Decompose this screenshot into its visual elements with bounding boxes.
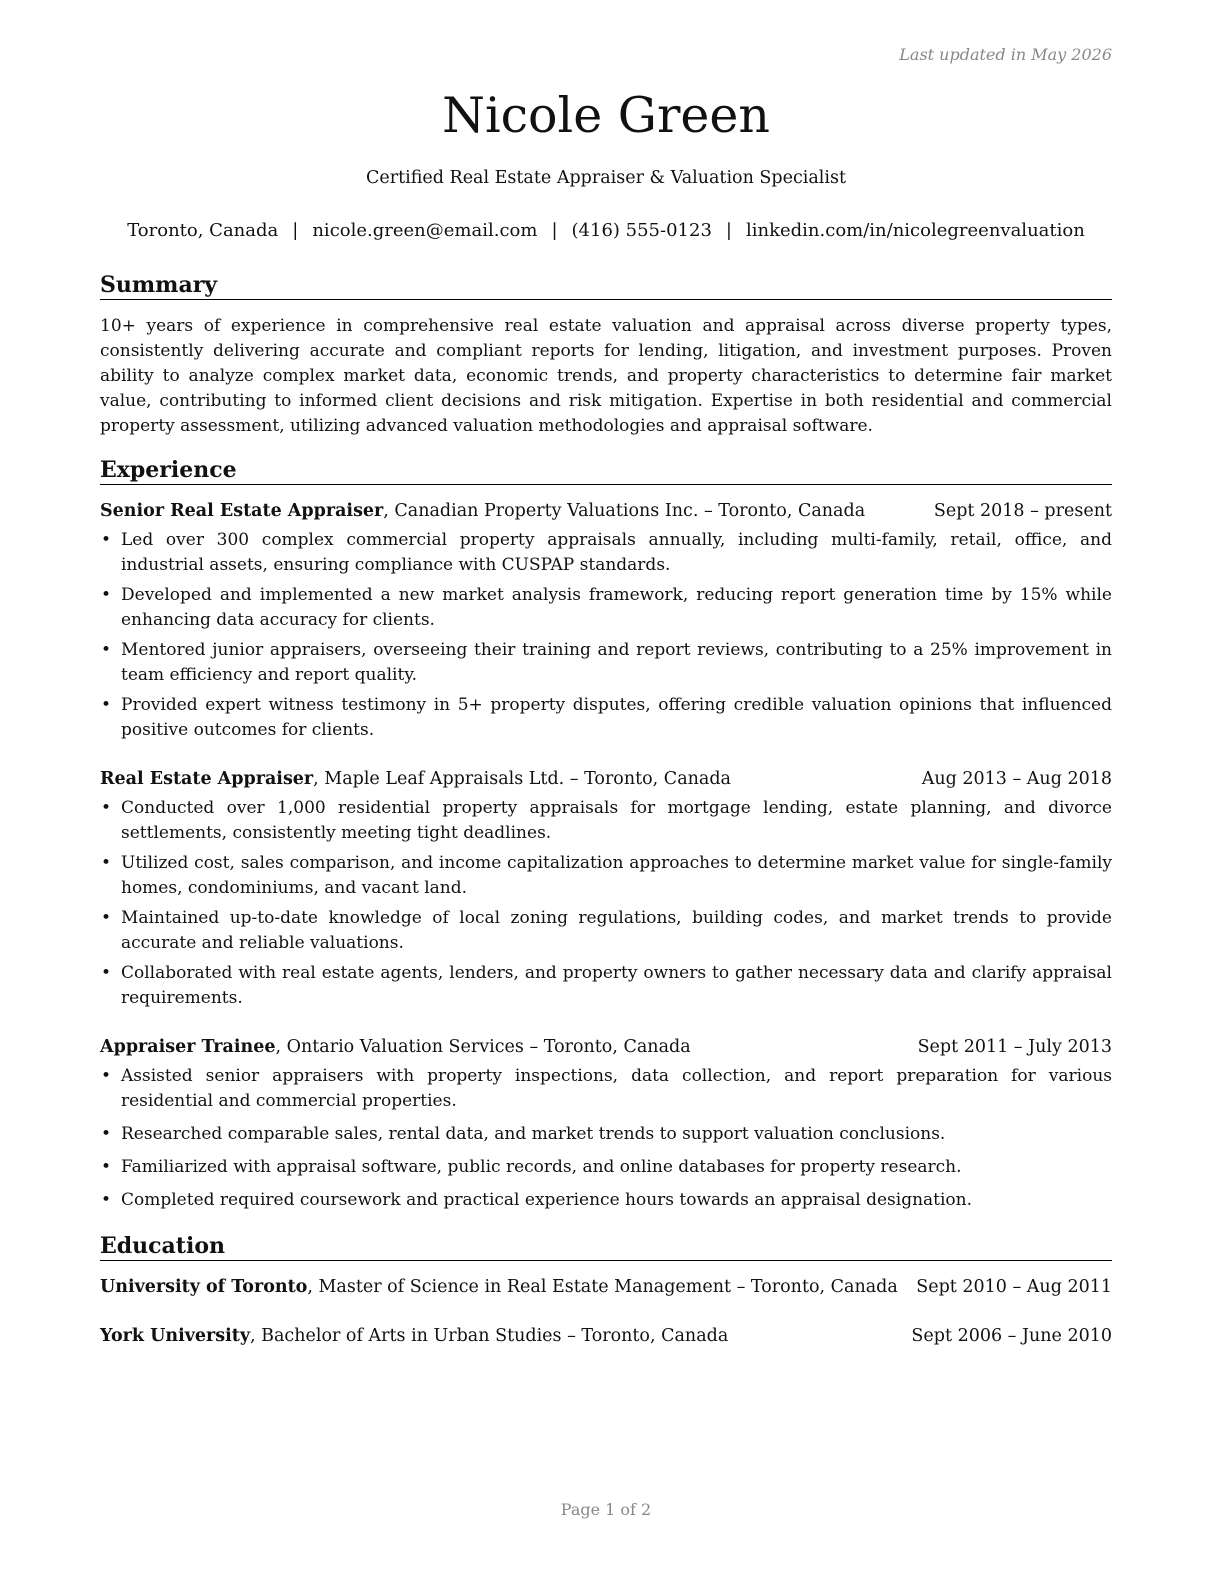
contact-email[interactable]: nicole.green@email.com [312,220,538,241]
job-bullet: • Mentored junior appraisers, overseeing their training and report reviews, contributing to a 25% improvement in team efficiency and report quality. [100,638,1112,688]
job-bullet: • Utilized cost, sales comparison, and income capitalization approaches to determine market value for single-family homes, condominiums, and vacant land. [100,851,1112,901]
contact-line [100,220,1112,241]
education-detail: , Master of Science in Real Estate Management – Toronto, Canada [307,1277,898,1297]
job-dates: Sept 2018 – present [933,501,1112,521]
job-dates: Aug 2013 – Aug 2018 [921,769,1112,789]
education-school: York University [100,1326,250,1346]
job-organization: , Maple Leaf Appraisals Ltd. – Toronto, Canada [313,769,731,789]
resume-page [100,0,1112,1584]
contact-linkedin[interactable]: linkedin.com/in/nicolegreenvaluation [745,220,1085,241]
contact-location: Toronto, Canada [127,220,279,241]
job-title-line [100,1034,691,1060]
job-organization: , Canadian Property Valuations Inc. – Toronto, Canada [383,501,866,521]
job-header [100,1034,1112,1060]
job-bullet: • Conducted over 1,000 residential property appraisals for mortgage lending, estate planning, and divorce settlements, consistently meeting tight deadlines. [100,796,1112,846]
job-bullet: • Familiarized with appraisal software, public records, and online databases for property research. [100,1155,1112,1180]
candidate-name: Nicole Green [442,87,770,144]
job-bullet: • Assisted senior appraisers with property inspections, data collection, and report preparation for various residential and commercial properties. [100,1064,1112,1114]
job-title-line [100,766,731,792]
job-role: Senior Real Estate Appraiser [100,501,384,521]
page-number: Page 1 of 2 [560,1500,652,1519]
job-entry-appraiser-trainee [100,1034,1112,1221]
job-bullets [100,1064,1112,1213]
job-dates: Sept 2011 – July 2013 [917,1037,1112,1057]
education-detail: , Bachelor of Arts in Urban Studies – Toronto, Canada [250,1326,729,1346]
job-bullet: • Developed and implemented a new market analysis framework, reducing report generation time by 15% while enhancing data accuracy for clients. [100,583,1112,633]
summary-heading: Summary [100,271,1112,300]
job-bullet: • Maintained up-to-date knowledge of local zoning regulations, building codes, and market trends to provide accurate and reliable valuations. [100,906,1112,956]
job-header [100,766,1112,792]
contact-separator: | [551,220,558,241]
contact-separator: | [725,220,732,241]
education-entry [100,1323,1112,1349]
job-bullet: • Led over 300 complex commercial property appraisals annually, including multi-family, retail, office, and industrial assets, ensuring compliance with CUSPAP standards. [100,528,1112,578]
job-bullet: • Provided expert witness testimony in 5+ property disputes, offering credible valuation opinions that influenced positive outcomes for clients. [100,693,1112,743]
job-entry-senior-appraiser [100,498,1112,748]
education-entry [100,1274,1112,1300]
job-organization: , Ontario Valuation Services – Toronto, Canada [275,1037,691,1057]
job-entry-real-estate-appraiser [100,766,1112,1016]
job-title-line [100,498,865,524]
contact-separator: | [292,220,299,241]
contact-phone: (416) 555-0123 [571,220,712,241]
last-updated-note: Last updated in May 2026 [899,45,1112,64]
job-role: Appraiser Trainee [100,1037,276,1057]
candidate-headline: Certified Real Estate Appraiser & Valuation Specialist [365,168,847,188]
job-bullet: • Collaborated with real estate agents, lenders, and property owners to gather necessary data and clarify appraisal requirements. [100,961,1112,1011]
education-school: University of Toronto [100,1277,308,1297]
job-bullets [100,796,1112,1011]
education-dates: Sept 2006 – June 2010 [911,1326,1112,1346]
job-bullet: • Completed required coursework and practical experience hours towards an appraisal designation. [100,1188,1112,1213]
education-title-line [100,1274,898,1300]
job-role: Real Estate Appraiser [100,769,314,789]
job-bullet: • Researched comparable sales, rental data, and market trends to support valuation conclusions. [100,1122,1112,1147]
summary-text: 10+ years of experience in comprehensive real estate valuation and appraisal across diverse property types, consistently delivering accurate and compliant reports for lending, litigation, and investment purposes. Proven ability to analyze complex market data, economic trends, and property characteristics to determine fair market value, contributing to informed client decisions and risk mitigation. Expertise in both residential and commercial property assessment, utilizing advanced valuation methodologies and appraisal software. [100,316,1112,436]
education-heading: Education [100,1232,1112,1261]
education-dates: Sept 2010 – Aug 2011 [916,1277,1112,1297]
job-header [100,498,1112,524]
job-bullets [100,528,1112,743]
experience-heading: Experience [100,456,1112,485]
education-title-line [100,1323,728,1349]
